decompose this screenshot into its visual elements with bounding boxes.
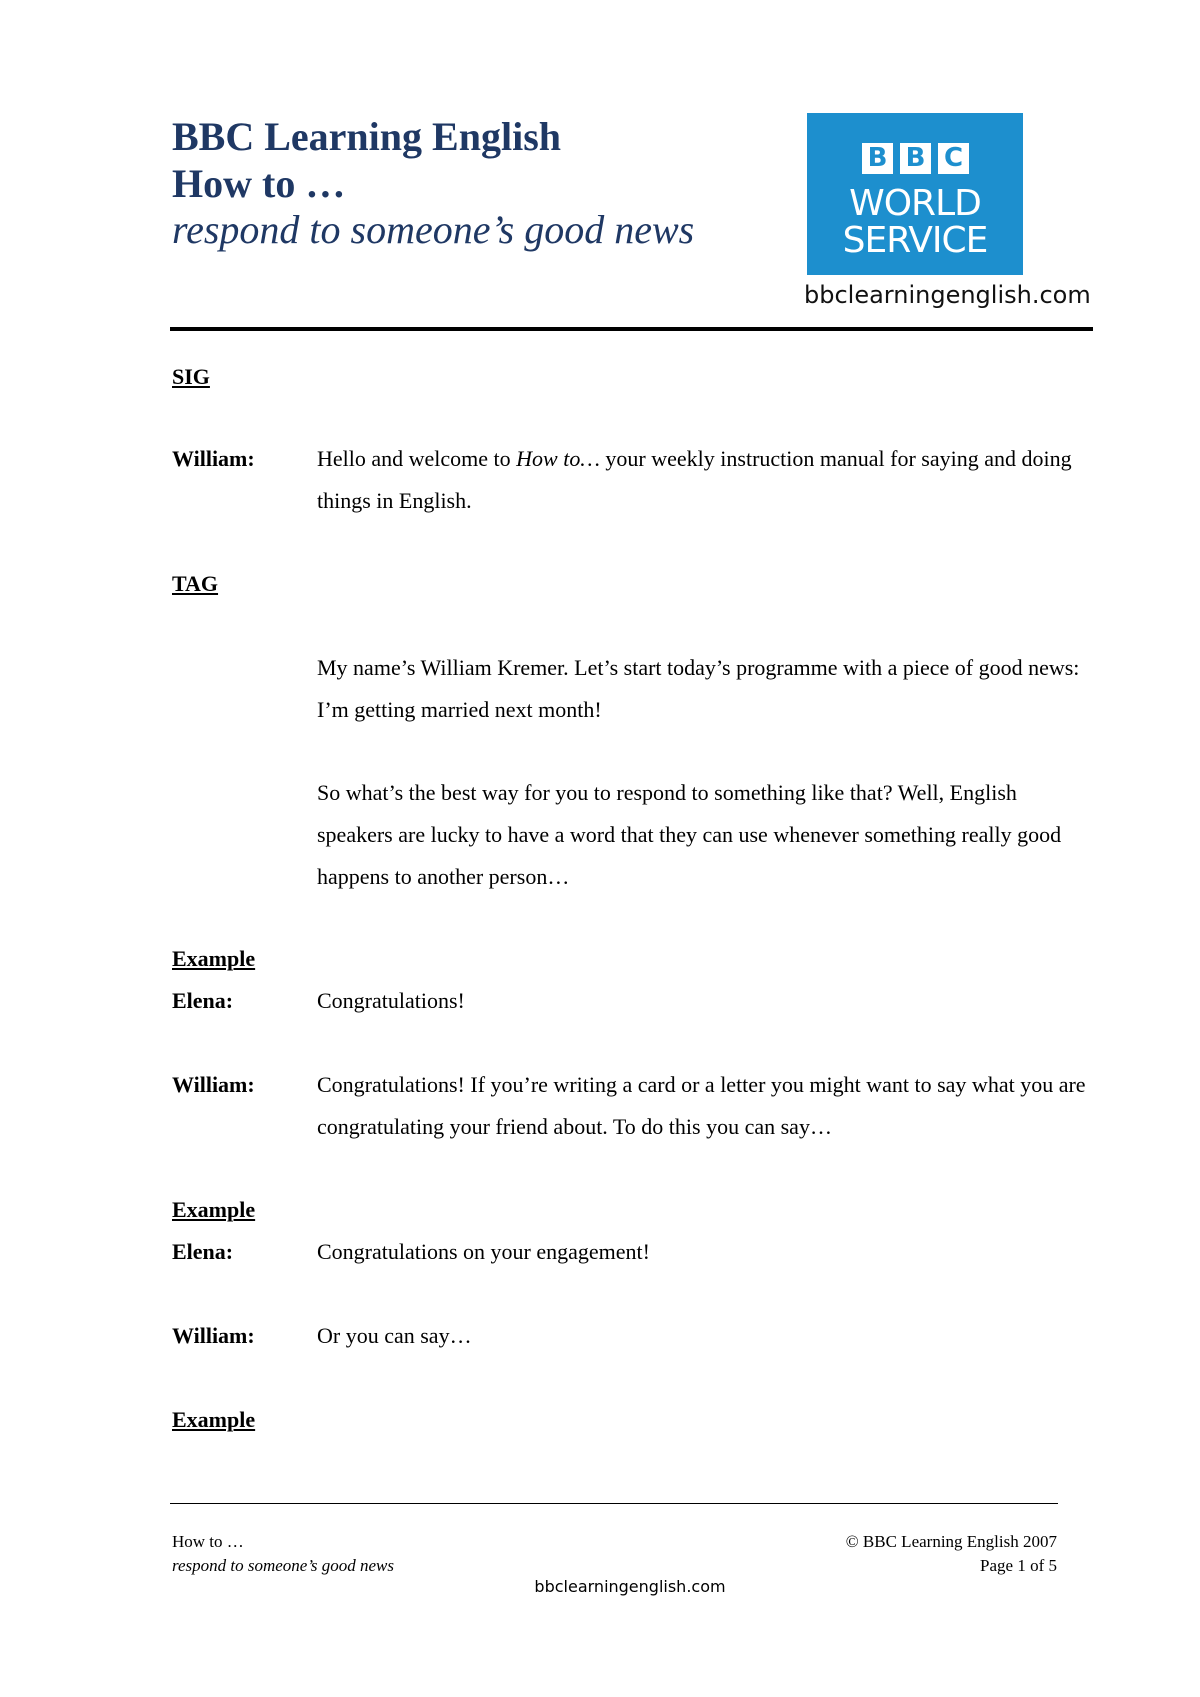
- bbc-letter-b2: B: [900, 143, 931, 174]
- bbc-world-service-logo: [807, 113, 1023, 275]
- footer-divider: [170, 1503, 1058, 1504]
- episode-subtitle: respond to someone’s good news: [172, 207, 695, 252]
- section-sig: SIG: [172, 364, 210, 389]
- bbc-letter-c: C: [938, 143, 969, 174]
- speech-william-2: Congratulations! If you’re writing a card or a letter you might want to say what you are congratulating your friend about. To do this you can say…: [317, 1072, 1086, 1139]
- speech-elena-2: Congratulations on your engagement!: [317, 1239, 650, 1264]
- footer-topic: respond to someone’s good news: [172, 1556, 394, 1575]
- speech-william-1: [317, 438, 1097, 522]
- speech-william-3: Or you can say…: [317, 1323, 472, 1348]
- paragraph-intro: My name’s William Kremer. Let’s start today’s programme with a piece of good news: I’m getting married next month!: [317, 655, 1080, 722]
- bbc-letter-b1: B: [862, 143, 893, 174]
- example-label-3: Example: [172, 1407, 256, 1432]
- speaker-william-3: William:: [172, 1323, 255, 1348]
- logo-world: WORLD: [849, 183, 981, 224]
- document-title: BBC Learning English: [172, 114, 562, 159]
- section-tag: TAG: [172, 571, 219, 596]
- page-number: Page 1 of 5: [980, 1556, 1057, 1575]
- logo-service: SERVICE: [842, 220, 988, 261]
- footer-website: bbclearningenglish.com: [534, 1577, 726, 1596]
- example-label-2: Example: [172, 1197, 256, 1222]
- paragraph-question: So what’s the best way for you to respond to something like that? Well, English speakers are lucky to have a word that they can use whenever something really good happens to another person…: [317, 780, 1062, 889]
- speaker-william-1: William:: [172, 446, 255, 471]
- speaker-elena-1: Elena:: [172, 988, 234, 1013]
- programme-name: How to…: [516, 446, 600, 471]
- example-label-1: Example: [172, 946, 256, 971]
- speech-text: your weekly instruction manual for saying and doing things in English.: [317, 446, 1072, 513]
- footer-copyright: © BBC Learning English 2007: [845, 1532, 1057, 1551]
- speech-elena-1: Congratulations!: [317, 988, 465, 1013]
- speech-text: Hello and welcome to: [317, 446, 517, 471]
- series-title: How to …: [172, 161, 346, 206]
- header-divider: [170, 327, 1093, 331]
- speaker-william-2: William:: [172, 1072, 255, 1097]
- speaker-elena-2: Elena:: [172, 1239, 234, 1264]
- logo-website: bbclearningenglish.com: [804, 281, 1091, 309]
- footer-series: How to …: [172, 1532, 244, 1551]
- bbc-letter-boxes: [862, 143, 969, 174]
